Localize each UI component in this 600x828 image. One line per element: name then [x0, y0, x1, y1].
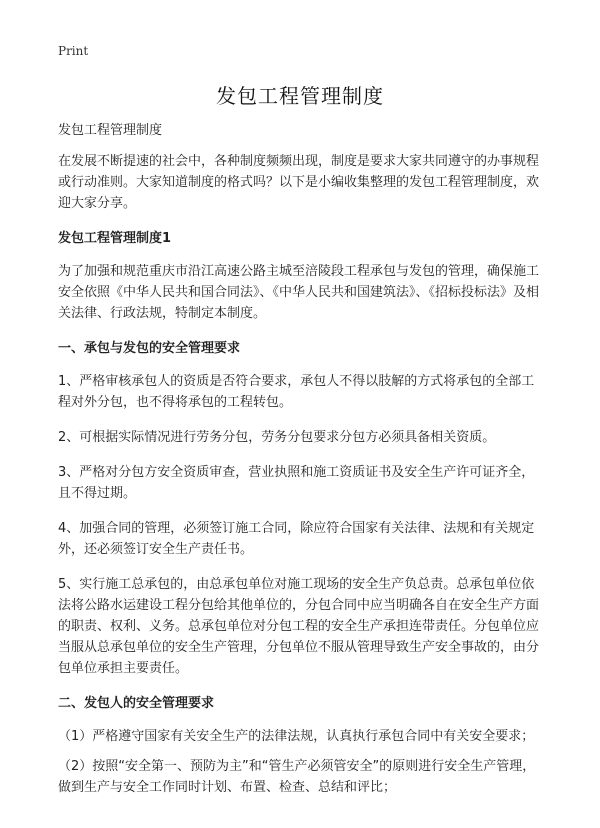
- intro-paragraph: 在发展不断提速的社会中，各种制度频频出现，制度是要求大家共同遵守的办事规程或行动准则。大家知道制度的格式吗？以下是小编收集整理的发包工程管理制度，欢迎大家分享。: [58, 154, 540, 211]
- list-item: 3、严格对分包方安全资质审查，营业执照和施工资质证书及安全生产许可证齐全，且不得过期。: [58, 465, 535, 501]
- list-item: 1、严格审核承包人的资质是否符合要求，承包人不得以肢解的方式将承包的全部工程对外分包，也不得将承包的工程转包。: [58, 374, 535, 410]
- section-heading: 发包工程管理制度1: [58, 231, 172, 246]
- part1-heading: 一、承包与发包的安全管理要求: [58, 341, 241, 356]
- section-paragraph: 为了加强和规范重庆市沿江高速公路主城至涪陵段工程承包与发包的管理，确保施工安全依照《中华人民共和国合同法》、《中华人民共和国建筑法》、《招标投标法》及相关法律、行政法规，特制定本制度。: [58, 264, 540, 321]
- list-item: 2、可根据实际情况进行劳务分包，劳务分包要求分包方必须具备相关资质。: [58, 430, 496, 445]
- list-item: （1）严格遵守国家有关安全生产的法律法规，认真执行承包合同中有关安全要求；: [58, 729, 535, 744]
- document-subtitle: 发包工程管理制度: [58, 123, 163, 138]
- list-item: 4、加强合同的管理，必须签订施工合同，除应符合国家有关法律、法规和有关规定外，还必须签订安全生产责任书。: [58, 521, 535, 557]
- print-label: Print: [58, 44, 89, 58]
- list-item: 5、实行施工总承包的，由总承包单位对施工现场的安全生产负总责。总承包单位依法将公路水运建设工程分包给其他单位的，分包合同中应当明确各自在安全生产方面的职责、权利、义务。总承包单位对分包工程的安全生产承担连带责任。分包单位应当服从总承包单位的安全生产管理，分包单位不服从管理导致生产安全事故的，由分包单位承担主要责任。: [58, 577, 540, 676]
- list-item: （2）按照“安全第一、预防为主”和“管生产必须管安全”的原则进行安全生产管理，做到生产与安全工作同时计划、布置、检查、总结和评比；: [58, 759, 536, 795]
- document-title: 发包工程管理制度: [216, 84, 384, 108]
- document-body: [58, 120, 546, 812]
- part2-heading: 二、发包人的安全管理要求: [58, 696, 215, 711]
